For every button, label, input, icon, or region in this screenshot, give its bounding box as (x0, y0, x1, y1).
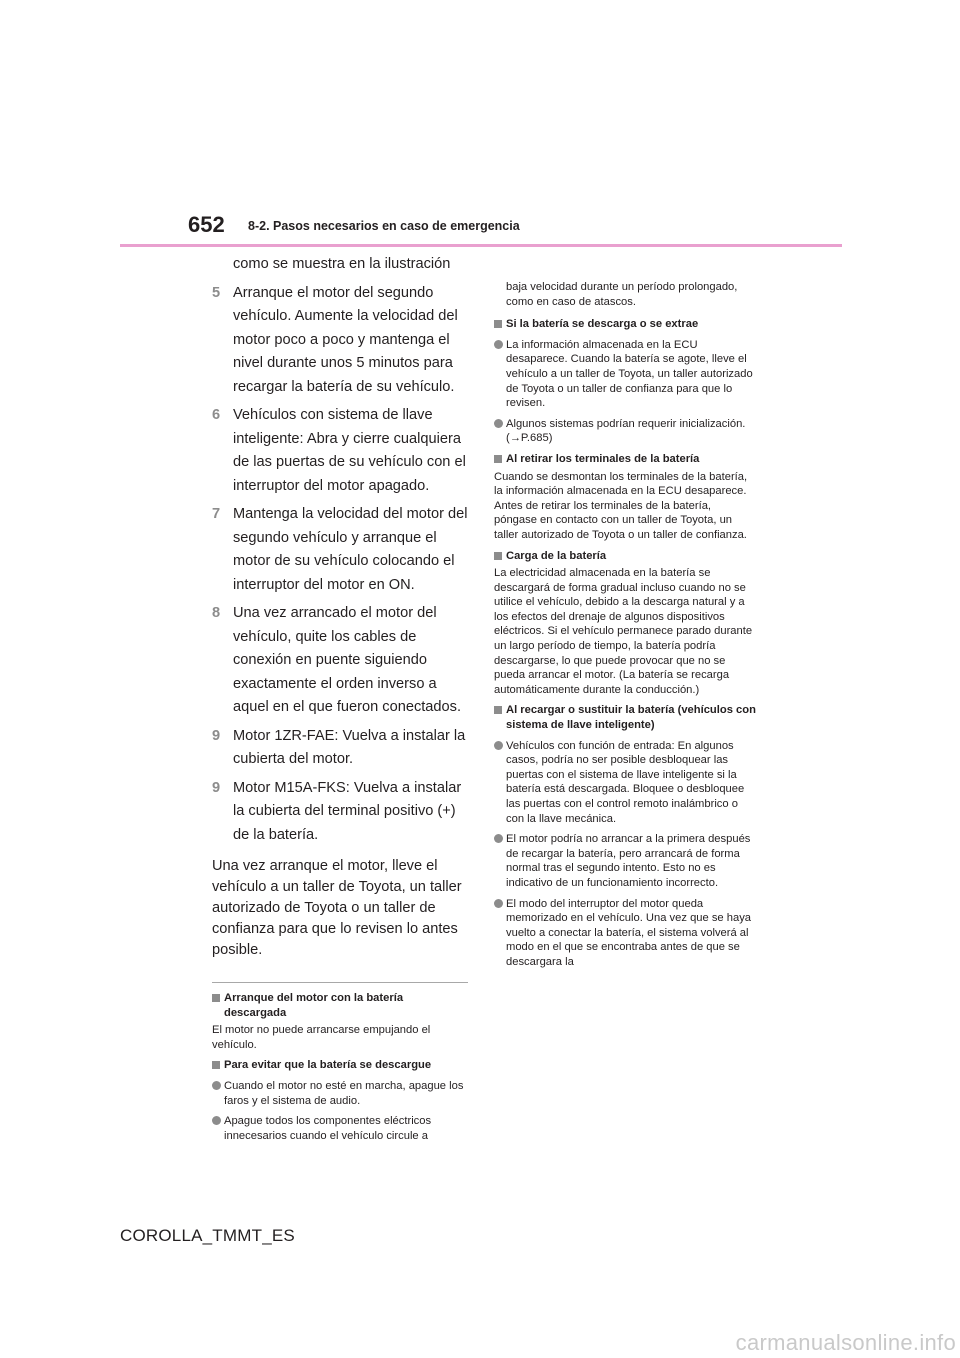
page-number: 652 (188, 212, 225, 237)
square-bullet-icon (212, 1061, 220, 1069)
step-9-1zr (212, 725, 468, 772)
circle-bullet-icon (494, 899, 503, 908)
note-heading-text: Al retirar los terminales de la batería (506, 452, 700, 465)
note-heading-text: Si la batería se descarga o se extrae (506, 318, 699, 331)
note-heading-text: Arranque del motor con la batería descargada (224, 992, 404, 1019)
notes-divider (212, 982, 468, 983)
note-text: Cuando se desmontan los terminales de la batería, la información almacenada en la ECU desaparece. Antes de retirar los terminales de la batería, póngase en contacto con un taller de Toyota, un taller autorizado de Toyota o un taller de confianza. (494, 470, 748, 541)
note-heading (212, 1058, 468, 1073)
step-7 (212, 503, 468, 597)
note-heading (494, 703, 756, 732)
step-number: 9 (212, 779, 221, 796)
note-bullet-text: El motor podría no arrancar a la primera después de recargar la batería, pero arrancará de forma normal tras el segundo intento. Esto no es indicativo de un funcionamiento incorrecto. (506, 833, 751, 889)
note-text: El motor no puede arrancarse empujando el vehículo. (212, 1024, 431, 1051)
square-bullet-icon (494, 455, 502, 463)
square-bullet-icon (494, 706, 502, 714)
step-text: Mantenga la velocidad del motor del segundo vehículo y arranque el motor de su vehículo colocando el interruptor del motor en ON. (233, 506, 468, 593)
step-9-m15a (212, 777, 468, 848)
note-bullet (494, 417, 756, 446)
note-text: La electricidad almacenada en la batería se descargará de forma gradual incluso cuando no se utilice el vehículo, debido a la descarga natural y a los efectos del drenaje de algunos dispositivos eléctricos. Si el vehículo permanece parado durante un largo período de tiempo, la batería podría descargarse, lo que puede provocar que no se pueda arrancar el motor. (La batería se recarga automáticamente durante la conducción.) (494, 567, 753, 696)
step-5 (212, 282, 468, 400)
step-text: Motor M15A-FKS: Vuelva a instalar la cubierta del terminal positivo (+) de la batería. (233, 779, 462, 843)
closing-paragraph: Una vez arranque el motor, lleve el vehículo a un taller de Toyota, un taller autorizado de Toyota o un taller de confianza para que lo revisen lo antes posible. (212, 858, 462, 958)
note-heading (494, 452, 756, 467)
note-bullet-text: Apague todos los componentes eléctricos innecesarios cuando el vehículo circule a (224, 1115, 432, 1142)
note-heading-text: Carga de la batería (506, 549, 607, 562)
continuation-text: baja velocidad durante un período prolongado, como en caso de atascos. (506, 281, 738, 308)
step-number: 7 (212, 506, 221, 522)
note-bullet-text: La información almacenada en la ECU desaparece. Cuando la batería se agote, lleve el vehículo a un taller de Toyota, un taller autorizado de Toyota o un taller de confianza para que lo revisen. (506, 338, 753, 410)
note-bullet-text: Algunos sistemas podrían requerir inicialización. (→P.685) (506, 417, 746, 445)
note-bullet (494, 739, 756, 827)
circle-bullet-icon (494, 834, 503, 843)
circle-bullet-icon (212, 1081, 221, 1090)
note-bullet (494, 897, 756, 970)
note-bullet-text: Vehículos con función de entrada: En algunos casos, podría no ser posible desbloquear las puertas con el sistema de llave inteligente si la batería está descargada. Bloquee o desbloquee las puertas con el control remoto inalámbrico o con la llave mecánica. (506, 739, 745, 825)
step-text: Arranque el motor del segundo vehículo. Aumente la velocidad del motor poco a poco y mantenga el nivel durante unos 5 minutos para recargar la batería de su vehículo. (233, 284, 458, 395)
step-number: 8 (212, 605, 221, 621)
circle-bullet-icon (494, 340, 503, 349)
note-heading (212, 991, 468, 1020)
intro-continuation: como se muestra en la ilustración (233, 256, 451, 272)
watermark[interactable]: carmanualsonline.info (735, 1330, 956, 1355)
model-code: COROLLA_TMMT_ES (120, 1226, 295, 1245)
square-bullet-icon (494, 552, 502, 560)
section-title: 8-2. Pasos necesarios en caso de emergencia (248, 219, 520, 233)
step-text: Motor 1ZR-FAE: Vuelva a instalar la cubierta del motor. (233, 727, 466, 767)
step-8 (212, 602, 468, 720)
step-6 (212, 404, 468, 498)
notes-block (212, 991, 468, 1143)
circle-bullet-icon (212, 1116, 221, 1125)
step-number: 6 (212, 407, 221, 423)
step-text: Una vez arrancado el motor del vehículo, quite los cables de conexión en puente siguiendo exactamente el orden inverso a aquel en el que fueron conectados. (233, 605, 461, 715)
left-column (212, 253, 468, 1143)
note-bullet-text: El modo del interruptor del motor queda memorizado en el vehículo. Una vez que se haya vuelto a conectar la batería, el sistema volverá al modo en el que se encontraba antes de que se descargara la (506, 897, 752, 968)
note-bullet (494, 832, 756, 890)
circle-bullet-icon (494, 741, 503, 750)
step-number: 5 (212, 284, 221, 301)
square-bullet-icon (212, 994, 220, 1002)
note-bullet (212, 1079, 468, 1108)
step-number: 9 (212, 727, 221, 744)
header-divider (120, 244, 842, 247)
step-text: Vehículos con sistema de llave inteligente: Abra y cierre cualquiera de las puertas de su vehículo con el interruptor del motor apagado. (233, 407, 466, 494)
note-heading-text: Al recargar o sustituir la batería (vehículos con sistema de llave inteligente) (506, 704, 756, 732)
right-column (494, 280, 756, 970)
note-bullet-text: Cuando el motor no esté en marcha, apague los faros y el sistema de audio. (224, 1079, 464, 1107)
note-bullet (494, 338, 756, 411)
note-bullet (212, 1114, 468, 1143)
square-bullet-icon (494, 320, 502, 328)
circle-bullet-icon (494, 419, 503, 428)
note-heading (494, 549, 756, 564)
note-heading (494, 317, 756, 332)
note-heading-text: Para evitar que la batería se descargue (224, 1059, 432, 1072)
